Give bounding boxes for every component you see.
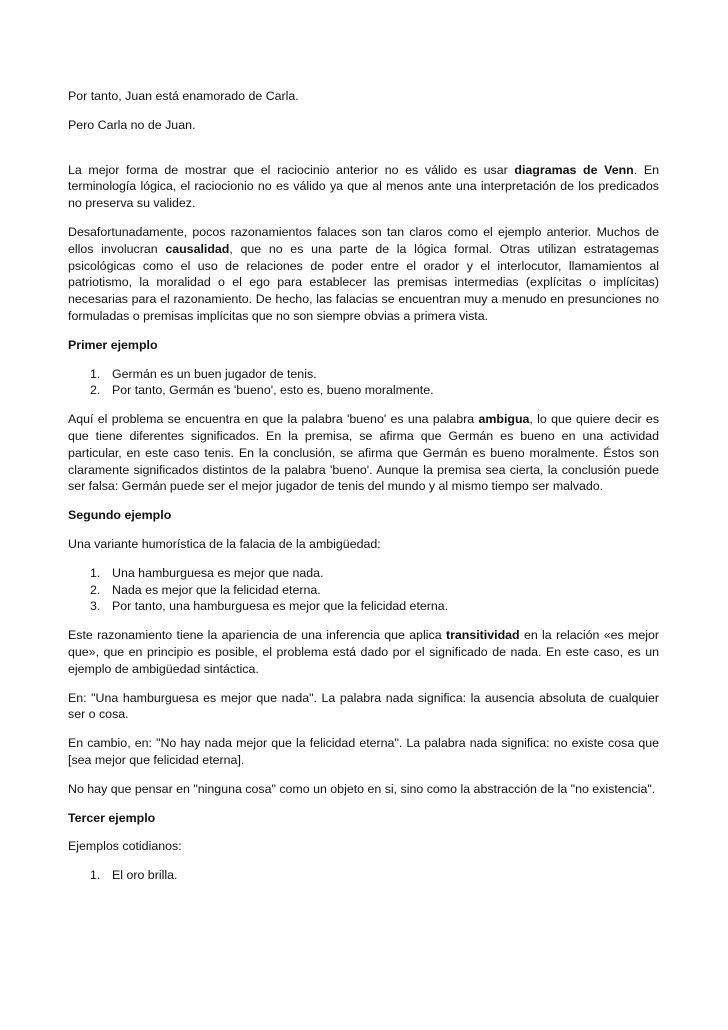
list-number: 1. bbox=[90, 868, 101, 883]
venn-paragraph bbox=[68, 162, 659, 212]
list-number: 1. bbox=[90, 366, 101, 381]
numbered-list bbox=[68, 565, 659, 615]
text-run: La mejor forma de mostrar que el raciocinio anterior no es válido es usar bbox=[68, 162, 515, 177]
section-heading: Primer ejemplo bbox=[68, 337, 158, 352]
section-heading: Tercer ejemplo bbox=[68, 810, 156, 825]
list-item bbox=[90, 582, 659, 599]
intro-line: Una variante humorística de la falacia de la ambigüedad: bbox=[68, 536, 381, 551]
numbered-list bbox=[68, 867, 659, 884]
list-text: El oro brilla. bbox=[112, 868, 178, 883]
bold-term: causalidad bbox=[165, 241, 230, 256]
list-item bbox=[90, 867, 659, 884]
list-number: 3. bbox=[90, 599, 101, 614]
text-run: . En terminología lógica, el raciocionio no es válido ya que al menos ante una interpretación de los predicados no preserva su validez. bbox=[68, 162, 660, 211]
text-line: Por tanto, Juan está enamorado de Carla. bbox=[68, 89, 299, 103]
list-item bbox=[90, 382, 659, 399]
bold-term: transitividad bbox=[445, 628, 520, 643]
list-text: Una hamburguesa es mejor que nada. bbox=[112, 565, 324, 580]
text-run: Desafortunadamente, pocos razonamientos falaces son tan claros como el ejemplo anterior. Muchos de ellos involucran bbox=[68, 224, 659, 256]
document-page bbox=[68, 88, 659, 884]
list-text: Germán es un buen jugador de tenis. bbox=[112, 366, 317, 381]
body-paragraph: No hay que pensar en "ninguna cosa" como un objeto en si, sino como la abstracción de la "no existencia". bbox=[68, 781, 656, 796]
list-number: 2. bbox=[90, 582, 101, 597]
numbered-list bbox=[68, 366, 659, 400]
list-number: 2. bbox=[90, 383, 101, 398]
ambiguity-paragraph bbox=[68, 411, 659, 495]
bold-term: ambigua bbox=[478, 412, 530, 427]
list-number: 1. bbox=[90, 565, 101, 580]
list-text: Por tanto, Germán es 'bueno', esto es, bueno moralmente. bbox=[112, 383, 434, 398]
text-run: Este razonamiento tiene la apariencia de una inferencia que aplica bbox=[68, 628, 446, 643]
body-paragraph: En cambio, en: "No hay nada mejor que la felicidad eterna". La palabra nada significa: no existe cosa que [sea mejor que felicidad eterna]. bbox=[68, 736, 659, 767]
section-heading: Segundo ejemplo bbox=[68, 508, 172, 523]
text-run: , que no es una parte de la lógica formal. Otras utilizan estratagemas psicológicas como el uso de relaciones de poder entre el orador y el interlocutor, llamamientos al patriotismo, la moralidad o el ego para establecer las premisas intermedias (explícitas o implícitas) necesarias para el razonamiento. De hecho, las falacias se encuentran muy a menudo en presunciones no formuladas o premisas implícitas que no son siempre obvias a primera vista. bbox=[68, 241, 659, 323]
intro-line: Ejemplos cotidianos: bbox=[68, 839, 182, 854]
text-run: Aquí el problema se encuentra en que la palabra 'bueno' es una palabra bbox=[68, 412, 479, 427]
list-text: Nada es mejor que la felicidad eterna. bbox=[112, 582, 321, 597]
transitivity-paragraph bbox=[68, 627, 659, 677]
bold-term: diagramas de Venn bbox=[514, 162, 634, 177]
list-item bbox=[90, 598, 659, 615]
causality-paragraph bbox=[68, 224, 659, 325]
list-item bbox=[90, 565, 659, 582]
text-run: en la relación «es mejor que», que en principio es posible, el problema está dado por el significado de nada. En este caso, es un ejemplo de ambigüedad sintáctica. bbox=[68, 628, 659, 676]
list-item bbox=[90, 366, 659, 383]
text-run: , lo que quiere decir es que tiene diferentes significados. En la premisa, se afirma que Germán es bueno en una actividad particular, en este caso tenis. En la conclusión, se afirma que Germán es bueno moralmente. Éstos son claramente significados distintos de la palabra 'bueno'. Aunque la premisa sea cierta, la conclusión puede ser falsa: Germán puede ser el mejor jugador de tenis del mundo y al mismo tiempo ser malvado. bbox=[68, 412, 660, 494]
text-line: Pero Carla no de Juan. bbox=[68, 117, 196, 132]
body-paragraph: En: "Una hamburguesa es mejor que nada". La palabra nada significa: la ausencia absoluta de cualquier ser o cosa. bbox=[68, 690, 659, 722]
list-text: Por tanto, una hamburguesa es mejor que la felicidad eterna. bbox=[112, 599, 449, 614]
